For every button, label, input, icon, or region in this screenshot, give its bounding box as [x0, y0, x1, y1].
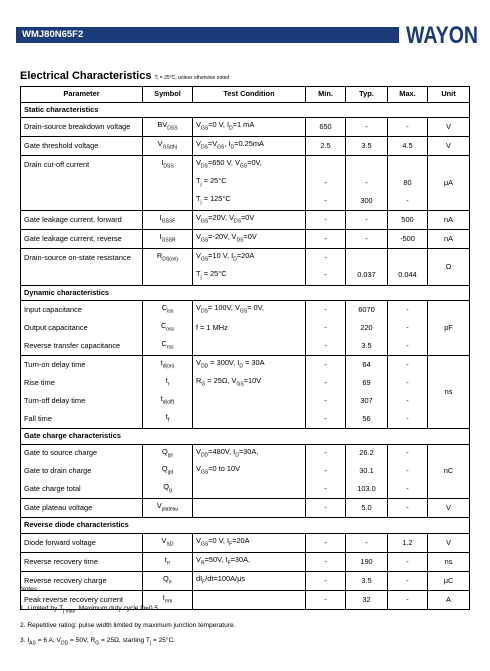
- table-row: [21, 552, 470, 571]
- part-number: WMJ80N65F2: [22, 29, 84, 40]
- cell-unit: μC: [428, 571, 470, 590]
- cell-parameter: Turn-off delay time: [21, 392, 143, 410]
- cell-min: -: [306, 444, 346, 462]
- cell-typ: 6070: [346, 301, 388, 319]
- cell-max: 4.5: [388, 136, 428, 155]
- cell-parameter: Gate to source charge: [21, 444, 143, 462]
- cell-test-condition: $R_G = 25\Omega$, $V_{GS}=10V$: [193, 374, 306, 392]
- cell-unit: Ω: [428, 248, 470, 285]
- cell-unit: V: [428, 499, 470, 518]
- cell-max: [388, 248, 428, 266]
- cell-min: [306, 155, 346, 173]
- cell-min: -: [306, 356, 346, 374]
- cell-symbol: $C_{oss}$: [143, 319, 193, 337]
- cell-max: 500: [388, 210, 428, 229]
- cell-symbol: $t_r$: [143, 374, 193, 392]
- cell-max: 80: [388, 174, 428, 192]
- cell-max: -: [388, 410, 428, 428]
- cell-symbol: $Q_{rr}$: [143, 571, 193, 590]
- col-header: Parameter: [21, 87, 143, 103]
- table-row: [21, 267, 470, 285]
- cell-test-condition: $V_{GS}=0$ to 10V: [193, 462, 306, 480]
- cell-unit: nA: [428, 229, 470, 248]
- cell-typ: 103.0: [346, 480, 388, 498]
- cell-min: -: [306, 571, 346, 590]
- cell-parameter: Drain cut-off current: [21, 155, 143, 173]
- cell-unit: V: [428, 118, 470, 137]
- table-row: [21, 499, 470, 518]
- logo-text: WAYON: [406, 22, 478, 49]
- cell-max: -: [388, 356, 428, 374]
- cell-unit: ns: [428, 356, 470, 429]
- cell-max: -: [388, 444, 428, 462]
- cell-parameter: Fall time: [21, 410, 143, 428]
- cell-parameter: Gate plateau voltage: [21, 499, 143, 518]
- section-row: [21, 429, 470, 445]
- cell-unit: nA: [428, 210, 470, 229]
- cell-unit: V: [428, 533, 470, 552]
- table-row: [21, 118, 470, 137]
- table-row: [21, 480, 470, 498]
- cell-symbol: $t_{d(on)}$: [143, 356, 193, 374]
- table-row: [21, 356, 470, 374]
- table-row: [21, 210, 470, 229]
- cell-typ: 30.1: [346, 462, 388, 480]
- col-header: Test Condition: [193, 87, 306, 103]
- cell-parameter: Drain-source breakdown voltage: [21, 118, 143, 137]
- cell-test-condition: [193, 410, 306, 428]
- cell-test-condition: $V_{DS}=650$ V, $V_{GS}=0V$,: [193, 155, 306, 173]
- cell-unit: μA: [428, 155, 470, 210]
- cell-max: -: [388, 319, 428, 337]
- cell-parameter: Gate threshold voltage: [21, 136, 143, 155]
- cell-test-condition: $V_{GS}=0$ V, $I_D=1$ mA: [193, 118, 306, 137]
- cell-max: -: [388, 192, 428, 210]
- cell-parameter: Reverse recovery charge: [21, 571, 143, 590]
- cell-min: -: [306, 210, 346, 229]
- cell-typ: 64: [346, 356, 388, 374]
- cell-symbol: $I_{GSSF}$: [143, 210, 193, 229]
- col-header: Min.: [306, 87, 346, 103]
- cell-typ: 5.0: [346, 499, 388, 518]
- cell-min: -: [306, 462, 346, 480]
- cell-symbol: $t_{rr}$: [143, 552, 193, 571]
- table-row: [21, 337, 470, 355]
- cell-test-condition: $V_{GS}=-20V$, $V_{DS}=0V$: [193, 229, 306, 248]
- cell-max: -: [388, 301, 428, 319]
- table-header-row: [21, 87, 470, 103]
- cell-min: -: [306, 337, 346, 355]
- cell-typ: [346, 248, 388, 266]
- cell-max: -: [388, 337, 428, 355]
- cell-typ: [346, 155, 388, 173]
- cell-test-condition: [193, 480, 306, 498]
- cell-max: -500: [388, 229, 428, 248]
- cell-max: -: [388, 552, 428, 571]
- cell-symbol: $BV_{DSS}$: [143, 118, 193, 137]
- cell-test-condition: $V_{GS}=0$ V, $I_F=20A$: [193, 533, 306, 552]
- cell-test-condition: $V_{DS}=V_{GS}$, $I_D=0.25mA$: [193, 136, 306, 155]
- cell-max: -: [388, 499, 428, 518]
- section-heading: Dynamic characteristics: [21, 285, 470, 301]
- cell-max: [388, 155, 428, 173]
- cell-symbol: $V_{plateau}$: [143, 499, 193, 518]
- cell-max: 0.044: [388, 267, 428, 285]
- cell-min: -: [306, 229, 346, 248]
- note-item: 1. Limited by $T_{j max}$. Maximum duty cycle D=0.5.: [20, 604, 160, 615]
- cell-typ: -: [346, 229, 388, 248]
- cell-typ: 0.037: [346, 267, 388, 285]
- cell-symbol: $Q_{gs}$: [143, 444, 193, 462]
- cell-unit: nC: [428, 444, 470, 499]
- cell-test-condition: $dI_F/dt=100A/\mu s$: [193, 571, 306, 590]
- cell-test-condition: f = 1 MHz: [193, 319, 306, 337]
- cell-min: -: [306, 410, 346, 428]
- cell-min: -: [306, 374, 346, 392]
- section-title: [20, 70, 229, 82]
- table-row: [21, 319, 470, 337]
- cell-symbol: $Q_{gd}$: [143, 462, 193, 480]
- cell-typ: -: [346, 210, 388, 229]
- cell-symbol: $Q_g$: [143, 480, 193, 498]
- cell-max: 1.2: [388, 533, 428, 552]
- wayon-logo: [406, 18, 478, 48]
- cell-parameter: [21, 174, 143, 192]
- table-row: [21, 533, 470, 552]
- col-header: Symbol: [143, 87, 193, 103]
- cell-test-condition: $V_{DS}= 100V$, $V_{GS}= 0V$,: [193, 301, 306, 319]
- cell-parameter: Gate charge total: [21, 480, 143, 498]
- note-item: 3. $I_{AS} = 6$ A, $V_{DD} = 50V$, $R_G = 25\Omega$, starting $T_j = 25^\circ C$.: [20, 636, 176, 647]
- cell-typ: 190: [346, 552, 388, 571]
- cell-parameter: Gate to drain charge: [21, 462, 143, 480]
- table-row: [21, 192, 470, 210]
- cell-min: -: [306, 267, 346, 285]
- cell-max: -: [388, 571, 428, 590]
- cell-symbol: $I_{GSSR}$: [143, 229, 193, 248]
- cell-test-condition: $V_{GS}=20V$, $V_{DS}=0V$: [193, 210, 306, 229]
- cell-max: -: [388, 118, 428, 137]
- cell-typ: 32: [346, 590, 388, 609]
- cell-min: -: [306, 248, 346, 266]
- notes-title: Notes:: [20, 586, 40, 593]
- cell-max: -: [388, 374, 428, 392]
- cell-parameter: Reverse transfer capacitance: [21, 337, 143, 355]
- cell-test-condition: $T_j = 25^\circ C$: [193, 174, 306, 192]
- table-row: [21, 444, 470, 462]
- cell-test-condition: [193, 337, 306, 355]
- cell-symbol: [143, 192, 193, 210]
- cell-min: -: [306, 552, 346, 571]
- cell-symbol: $V_{SD}$: [143, 533, 193, 552]
- cell-typ: -: [346, 118, 388, 137]
- col-header: Max.: [388, 87, 428, 103]
- cell-typ: 3.5: [346, 337, 388, 355]
- cell-test-condition: $V_{DD}=480V$, $I_D=30A$,: [193, 444, 306, 462]
- cell-parameter: [21, 192, 143, 210]
- cell-parameter: Gate leakage current, forward: [21, 210, 143, 229]
- table-row: [21, 174, 470, 192]
- table-row: [21, 462, 470, 480]
- table-row: [21, 301, 470, 319]
- cell-max: -: [388, 480, 428, 498]
- cell-min: -: [306, 590, 346, 609]
- note-item: 2. Repetitive rating: pulse width limited by maximum junction temperature.: [20, 621, 236, 629]
- section-row: [21, 102, 470, 118]
- cell-parameter: Turn-on delay time: [21, 356, 143, 374]
- cell-unit: A: [428, 590, 470, 609]
- cell-min: -: [306, 192, 346, 210]
- cell-typ: -: [346, 174, 388, 192]
- cell-unit: pF: [428, 301, 470, 356]
- cell-symbol: $I_{DSS}$: [143, 155, 193, 173]
- cell-typ: 56: [346, 410, 388, 428]
- table-row: [21, 136, 470, 155]
- cell-symbol: [143, 267, 193, 285]
- cell-max: -: [388, 590, 428, 609]
- cell-test-condition: $V_{DD} = 300V$, $I_D = 30A$: [193, 356, 306, 374]
- cell-min: 2.5: [306, 136, 346, 155]
- cell-typ: 26.2: [346, 444, 388, 462]
- cell-max: -: [388, 392, 428, 410]
- cell-min: -: [306, 533, 346, 552]
- cell-min: -: [306, 301, 346, 319]
- cell-test-condition: $T_j = 125^\circ C$: [193, 192, 306, 210]
- notes-list: [20, 602, 236, 651]
- table-row: [21, 374, 470, 392]
- cell-typ: 3.5: [346, 136, 388, 155]
- cell-symbol: $C_{rss}$: [143, 337, 193, 355]
- cell-typ: 220: [346, 319, 388, 337]
- cell-test-condition: $V_{GS}=10$ V, $I_D=20A$: [193, 248, 306, 266]
- cell-test-condition: [193, 392, 306, 410]
- cell-parameter: Reverse recovery time: [21, 552, 143, 571]
- col-header: Unit: [428, 87, 470, 103]
- cell-symbol: $R_{DS(on)}$: [143, 248, 193, 266]
- cell-symbol: $t_f$: [143, 410, 193, 428]
- cell-min: -: [306, 499, 346, 518]
- col-header: Typ.: [346, 87, 388, 103]
- table-body: [21, 102, 470, 609]
- table-row: [21, 155, 470, 173]
- table-row: [21, 410, 470, 428]
- cell-parameter: Input capacitance: [21, 301, 143, 319]
- cell-min: -: [306, 392, 346, 410]
- cell-typ: 3.5: [346, 571, 388, 590]
- cell-symbol: $I_{rrm}$: [143, 590, 193, 609]
- section-row: [21, 285, 470, 301]
- section-heading: Gate charge characteristics: [21, 429, 470, 445]
- cell-unit: ns: [428, 552, 470, 571]
- cell-test-condition: $T_j = 25^\circ C$: [193, 267, 306, 285]
- cell-unit: V: [428, 136, 470, 155]
- cell-symbol: $t_{d(off)}$: [143, 392, 193, 410]
- cell-parameter: Output capacitance: [21, 319, 143, 337]
- cell-typ: 300: [346, 192, 388, 210]
- notes: [20, 583, 236, 651]
- title-main: Electrical Characteristics: [20, 70, 152, 82]
- cell-min: -: [306, 480, 346, 498]
- cell-parameter: Gate leakage current, reverse: [21, 229, 143, 248]
- cell-min: -: [306, 174, 346, 192]
- cell-min: -: [306, 319, 346, 337]
- part-number-bar: [16, 27, 399, 43]
- cell-typ: 307: [346, 392, 388, 410]
- cell-symbol: [143, 174, 193, 192]
- cell-parameter: Peak reverse recovery current: [21, 590, 143, 609]
- table-row: [21, 392, 470, 410]
- section-row: [21, 518, 470, 534]
- title-conditions: Tⱼ = 25°C, unless otherwise noted: [154, 75, 230, 81]
- table-row: [21, 229, 470, 248]
- electrical-characteristics-table: [20, 86, 470, 610]
- cell-max: -: [388, 462, 428, 480]
- cell-parameter: Drain-source on-state resistance: [21, 248, 143, 266]
- cell-test-condition: [193, 499, 306, 518]
- section-heading: Reverse diode characteristics: [21, 518, 470, 534]
- section-heading: Static characteristics: [21, 102, 470, 118]
- cell-parameter: Rise time: [21, 374, 143, 392]
- cell-typ: 69: [346, 374, 388, 392]
- cell-parameter: Diode forward voltage: [21, 533, 143, 552]
- cell-symbol: $C_{iss}$: [143, 301, 193, 319]
- cell-parameter: [21, 267, 143, 285]
- cell-test-condition: $V_R=50V$, $I_F=30A$,: [193, 552, 306, 571]
- cell-typ: -: [346, 533, 388, 552]
- table-row: [21, 248, 470, 266]
- cell-min: 650: [306, 118, 346, 137]
- cell-symbol: $V_{GS(th)}$: [143, 136, 193, 155]
